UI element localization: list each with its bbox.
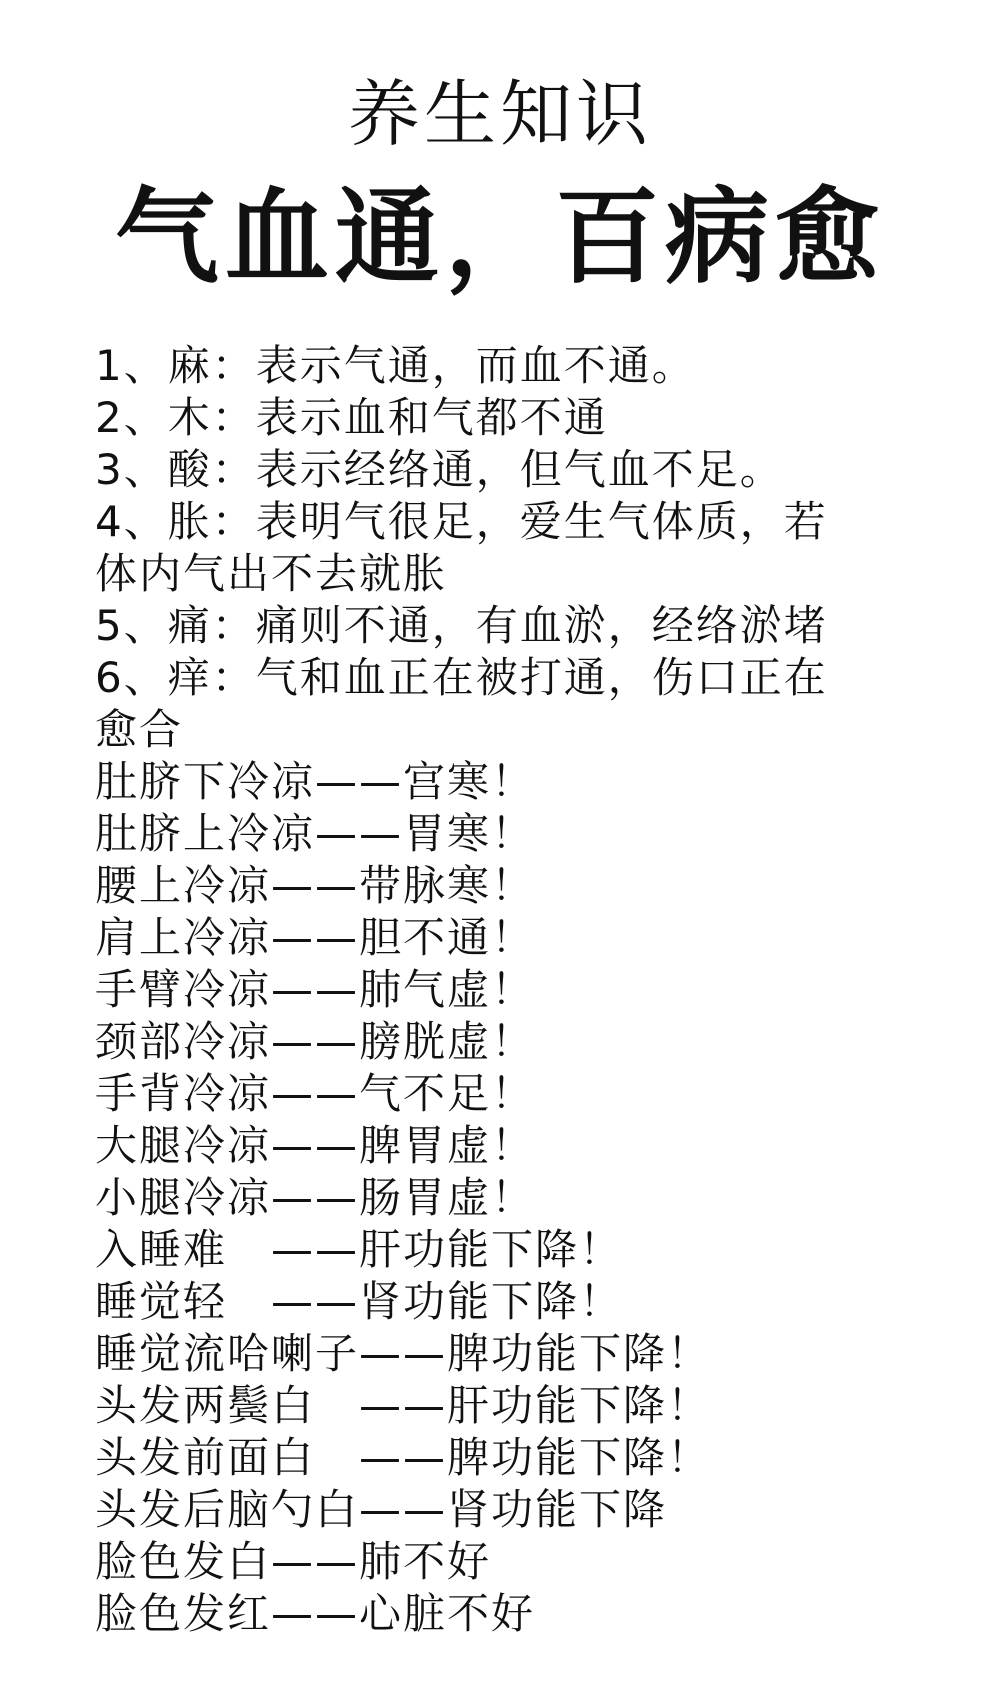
text-line: 脸色发红——心脏不好 (95, 1589, 536, 1638)
text-line: 大腿冷凉——脾胃虚！ (95, 1121, 536, 1170)
text-line: 脸色发白——肺不好 (95, 1537, 492, 1586)
text-line: 颈部冷凉——膀胱虚！ (95, 1017, 536, 1066)
text-line: 6、痒：气和血正在被打通，伤口正在 (95, 653, 828, 702)
page-subtitle: 养生知识 (347, 72, 652, 156)
text-line: 腰上冷凉——带脉寒！ (95, 861, 536, 910)
text-line: 头发后脑勺白——肾功能下降 (95, 1485, 668, 1534)
text-line: 小腿冷凉——肠胃虚！ (95, 1173, 536, 1222)
page-title: 气血通，百病愈 (114, 176, 885, 298)
text-line: 头发前面白 ——脾功能下降！ (95, 1433, 712, 1482)
text-line: 体内气出不去就胀 (95, 549, 448, 598)
text-line: 愈合 (95, 705, 184, 754)
text-line: 4、胀：表明气很足，爱生气体质，若 (95, 497, 828, 546)
text-content (95, 340, 945, 1640)
text-line: 头发两鬓白 ——肝功能下降！ (95, 1381, 712, 1430)
text-line: 肚脐上冷凉——胃寒！ (95, 809, 536, 858)
text-line: 睡觉流哈喇子——脾功能下降！ (95, 1329, 712, 1378)
text-line: 睡觉轻 ——肾功能下降！ (95, 1277, 624, 1326)
text-line: 手背冷凉——气不足！ (95, 1069, 536, 1118)
text-line: 肩上冷凉——胆不通！ (95, 913, 536, 962)
text-line: 1、麻：表示气通，而血不通。 (95, 341, 696, 390)
text-line: 3、酸：表示经络通，但气血不足。 (95, 445, 784, 494)
text-line: 手臂冷凉——肺气虚！ (95, 965, 536, 1014)
text-line: 入睡难 ——肝功能下降！ (95, 1225, 624, 1274)
text-line: 5、痛：痛则不通，有血淤，经络淤堵 (95, 601, 828, 650)
text-line: 肚脐下冷凉——宫寒！ (95, 757, 536, 806)
text-line: 2、木：表示血和气都不通 (95, 393, 608, 442)
